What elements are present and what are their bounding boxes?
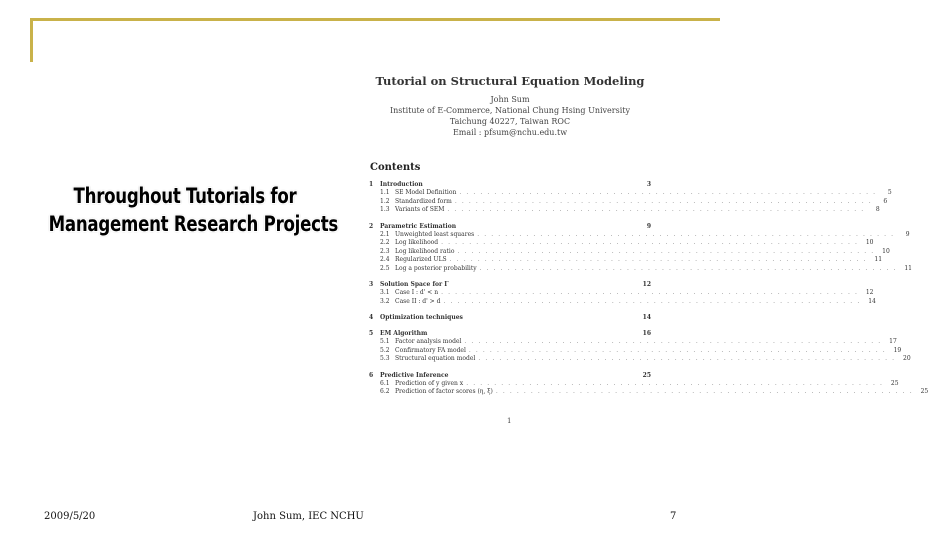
toc-subsection-title: Log likelihood ratio [395, 247, 455, 255]
toc-subsection [369, 264, 912, 274]
paper-author-email: Email : pfsum@nchu.edu.tw [452, 128, 568, 137]
toc-subsection-number: 2.1 [380, 230, 390, 238]
paper-author-name: John Sum [490, 95, 530, 104]
footer-date: 2009/5/20 [44, 511, 96, 522]
paper-page-number: 1 [507, 417, 512, 425]
toc-leader-dots: . . . . . . . . . . . . . . . . . . . . . . . . . . . . . . . . . . . . . . . . . . . . . . . . . . . . . . . . . . . . [441, 289, 859, 296]
slide-title-line-1: Throughout Tutorials for [73, 184, 297, 208]
toc-subsection-number: 2.2 [380, 239, 390, 246]
toc-leader-dots: . . . . . . . . . . . . . . . . . . . . . . . . . . . . . . . . . . . . . . . . . . . . . . . . . . . . . . . . . . . . [479, 264, 897, 272]
toc-subsection-page: 9 [905, 230, 910, 238]
toc-leader-dots: . . . . . . . . . . . . . . . . . . . . . . . . . . . . . . . . . . . . . . . . . . . . . . . . . . . . . . . . . . . . [443, 297, 861, 305]
toc-subsection-title: Variants of SEM [395, 206, 445, 213]
toc-subsection [369, 256, 883, 265]
toc-section [369, 313, 651, 322]
toc-subsection-page: 10 [865, 239, 874, 246]
toc-subsection-title: Prediction of factor scores (η, ξ) [395, 388, 493, 395]
toc-subsection-number: 1.3 [380, 206, 390, 213]
toc-section-page: 16 [642, 330, 651, 337]
toc-leader-dots: . . . . . . . . . . . . . . . . . . . . . . . . . . . . . . . . . . . . . . . . . . . . . . . . . . . . . . . . . . . . [468, 346, 887, 354]
toc-leader-dots: . . . . . . . . . . . . . . . . . . . . . . . . . . . . . . . . . . . . . . . . . . . . . . . . . . . . . . . . . . . . [459, 189, 877, 196]
toc-subsection-title: Structural equation model [395, 355, 476, 362]
toc-subsection-number: 5.1 [380, 338, 390, 345]
toc-subsection-title: Case II : d' > d [395, 297, 441, 305]
toc-subsection [369, 355, 911, 364]
toc-section-page: 3 [646, 181, 651, 188]
toc-section-page: 12 [642, 281, 651, 288]
toc-subsection-page: 19 [893, 346, 902, 354]
toc-subsection-number: 6.2 [380, 388, 390, 395]
toc-subsection-page: 20 [903, 355, 911, 362]
toc-leader-dots: . . . . . . . . . . . . . . . . . . . . . . . . . . . . . . . . . . . . . . . . . . . . . . . . . . . . . . . . . . . . [478, 355, 896, 362]
paper-author-affiliation: Institute of E-Commerce, National Chung Hsing University [389, 106, 631, 115]
toc-subsection-page: 25 [920, 388, 928, 395]
slide-title [48, 182, 339, 238]
toc-section [369, 222, 651, 231]
toc-subsection-page: 25 [890, 379, 899, 387]
toc-subsection [369, 197, 888, 207]
toc-section-page: 9 [646, 222, 651, 230]
toc-subsection-title: SE Model Definition [395, 189, 457, 196]
slide-frame-left [30, 18, 33, 62]
toc-subsection-page: 12 [865, 289, 874, 296]
toc-subsection-number: 2.5 [380, 264, 390, 272]
toc-subsection [369, 189, 892, 198]
paper-title: Tutorial on Structural Equation Modeling [375, 74, 645, 88]
toc-subsection-title: Log a posterior probability [395, 264, 477, 272]
toc-subsection-title: Prediction of y given x [395, 379, 464, 387]
toc-section-number: 5 [369, 330, 374, 337]
toc-subsection-page: 11 [904, 264, 912, 272]
toc-section-title: Solution Space for Γ [380, 281, 449, 288]
toc-subsection-number: 5.2 [380, 346, 390, 354]
toc-section-number: 2 [369, 222, 374, 230]
toc-subsection-number: 3.1 [380, 289, 390, 296]
toc-section-title: Introduction [380, 181, 423, 188]
slide-title-line-2: Management Research Projects [48, 212, 339, 236]
table-of-contents [369, 180, 928, 404]
toc-section-title: Optimization techniques [380, 314, 463, 321]
contents-heading: Contents [370, 162, 421, 173]
toc-leader-dots: . . . . . . . . . . . . . . . . . . . . . . . . . . . . . . . . . . . . . . . . . . . . . . . . . . . . . . . . . . . . [477, 230, 895, 238]
toc-section-page: 14 [642, 314, 651, 321]
toc-subsection-title: Case I : d' < n [395, 289, 439, 296]
toc-subsection-number: 6.1 [380, 379, 390, 387]
toc-subsection-number: 5.3 [380, 355, 390, 362]
toc-subsection [369, 346, 902, 356]
toc-section-number: 1 [369, 181, 374, 188]
toc-subsection [369, 338, 897, 347]
toc-subsection-page: 8 [875, 206, 880, 213]
toc-section [369, 371, 651, 380]
toc-subsection-title: Log likelihood [395, 239, 439, 246]
toc-section [369, 180, 651, 189]
toc-section-title: Parametric Estimation [380, 222, 457, 230]
toc-subsection-title: Unweighted least squares [395, 230, 475, 238]
toc-subsection-number: 1.1 [380, 189, 390, 196]
toc-subsection-number: 2.3 [380, 247, 390, 255]
toc-leader-dots: . . . . . . . . . . . . . . . . . . . . . . . . . . . . . . . . . . . . . . . . . . . . . . . . . . . . . . . . . . . . [466, 379, 884, 387]
toc-section-title: Predictive Inference [380, 371, 449, 379]
toc-leader-dots: . . . . . . . . . . . . . . . . . . . . . . . . . . . . . . . . . . . . . . . . . . . . . . . . . . . . . . . . . . . . [457, 247, 875, 255]
slide-frame-top [30, 18, 720, 21]
toc-subsection [369, 239, 874, 248]
toc-subsection [369, 230, 910, 240]
toc-section-number: 3 [369, 281, 374, 288]
paper-author-address: Taichung 40227, Taiwan ROC [449, 117, 571, 126]
toc-subsection [369, 379, 899, 389]
toc-subsection-page: 14 [868, 297, 876, 305]
toc-subsection [369, 297, 876, 307]
toc-leader-dots: . . . . . . . . . . . . . . . . . . . . . . . . . . . . . . . . . . . . . . . . . . . . . . . . . . . . . . . . . . . . [447, 206, 865, 213]
toc-subsection-number: 2.4 [380, 256, 390, 263]
toc-subsection [369, 206, 880, 215]
toc-subsection-page: 6 [883, 197, 888, 205]
toc-subsection [369, 247, 890, 257]
toc-subsection-page: 10 [882, 247, 890, 255]
toc-subsection-page: 11 [874, 256, 883, 263]
paper-page-image [345, 60, 928, 440]
toc-leader-dots: . . . . . . . . . . . . . . . . . . . . . . . . . . . . . . . . . . . . . . . . . . . . . . . . . . . . . . . . . . . . [449, 256, 868, 263]
toc-subsection-number: 3.2 [380, 297, 390, 305]
toc-subsection-title: Factor analysis model [395, 338, 462, 345]
toc-subsection [369, 388, 928, 397]
slide-number: 7 [670, 511, 677, 522]
toc-subsection-title: Regularized ULS [395, 256, 447, 263]
toc-section [369, 280, 651, 289]
toc-subsection-number: 1.2 [380, 197, 390, 205]
toc-subsection-title: Standardized form [395, 197, 452, 205]
toc-section-page: 25 [642, 371, 651, 379]
toc-leader-dots: . . . . . . . . . . . . . . . . . . . . . . . . . . . . . . . . . . . . . . . . . . . . . . . . . . . . . . . . . . . . [441, 239, 859, 246]
toc-leader-dots: . . . . . . . . . . . . . . . . . . . . . . . . . . . . . . . . . . . . . . . . . . . . . . . . . . . . . . . . . . . . [454, 197, 873, 205]
toc-subsection-title: Confirmatory FA model [395, 346, 466, 354]
toc-subsection-page: 17 [889, 338, 897, 345]
toc-section [369, 329, 651, 338]
toc-leader-dots: . . . . . . . . . . . . . . . . . . . . . . . . . . . . . . . . . . . . . . . . . . . . . . . . . . . . . . . . . . . . [464, 338, 882, 345]
toc-section-title: EM Algorithm [380, 330, 428, 337]
toc-leader-dots: . . . . . . . . . . . . . . . . . . . . . . . . . . . . . . . . . . . . . . . . . . . . . . . . . . . . . . . . . . . . [495, 388, 914, 395]
toc-subsection [369, 289, 874, 298]
toc-subsection-page: 5 [887, 189, 892, 196]
toc-section-number: 6 [369, 371, 374, 379]
toc-section-number: 4 [369, 314, 374, 321]
footer-author: John Sum, IEC NCHU [253, 511, 364, 522]
